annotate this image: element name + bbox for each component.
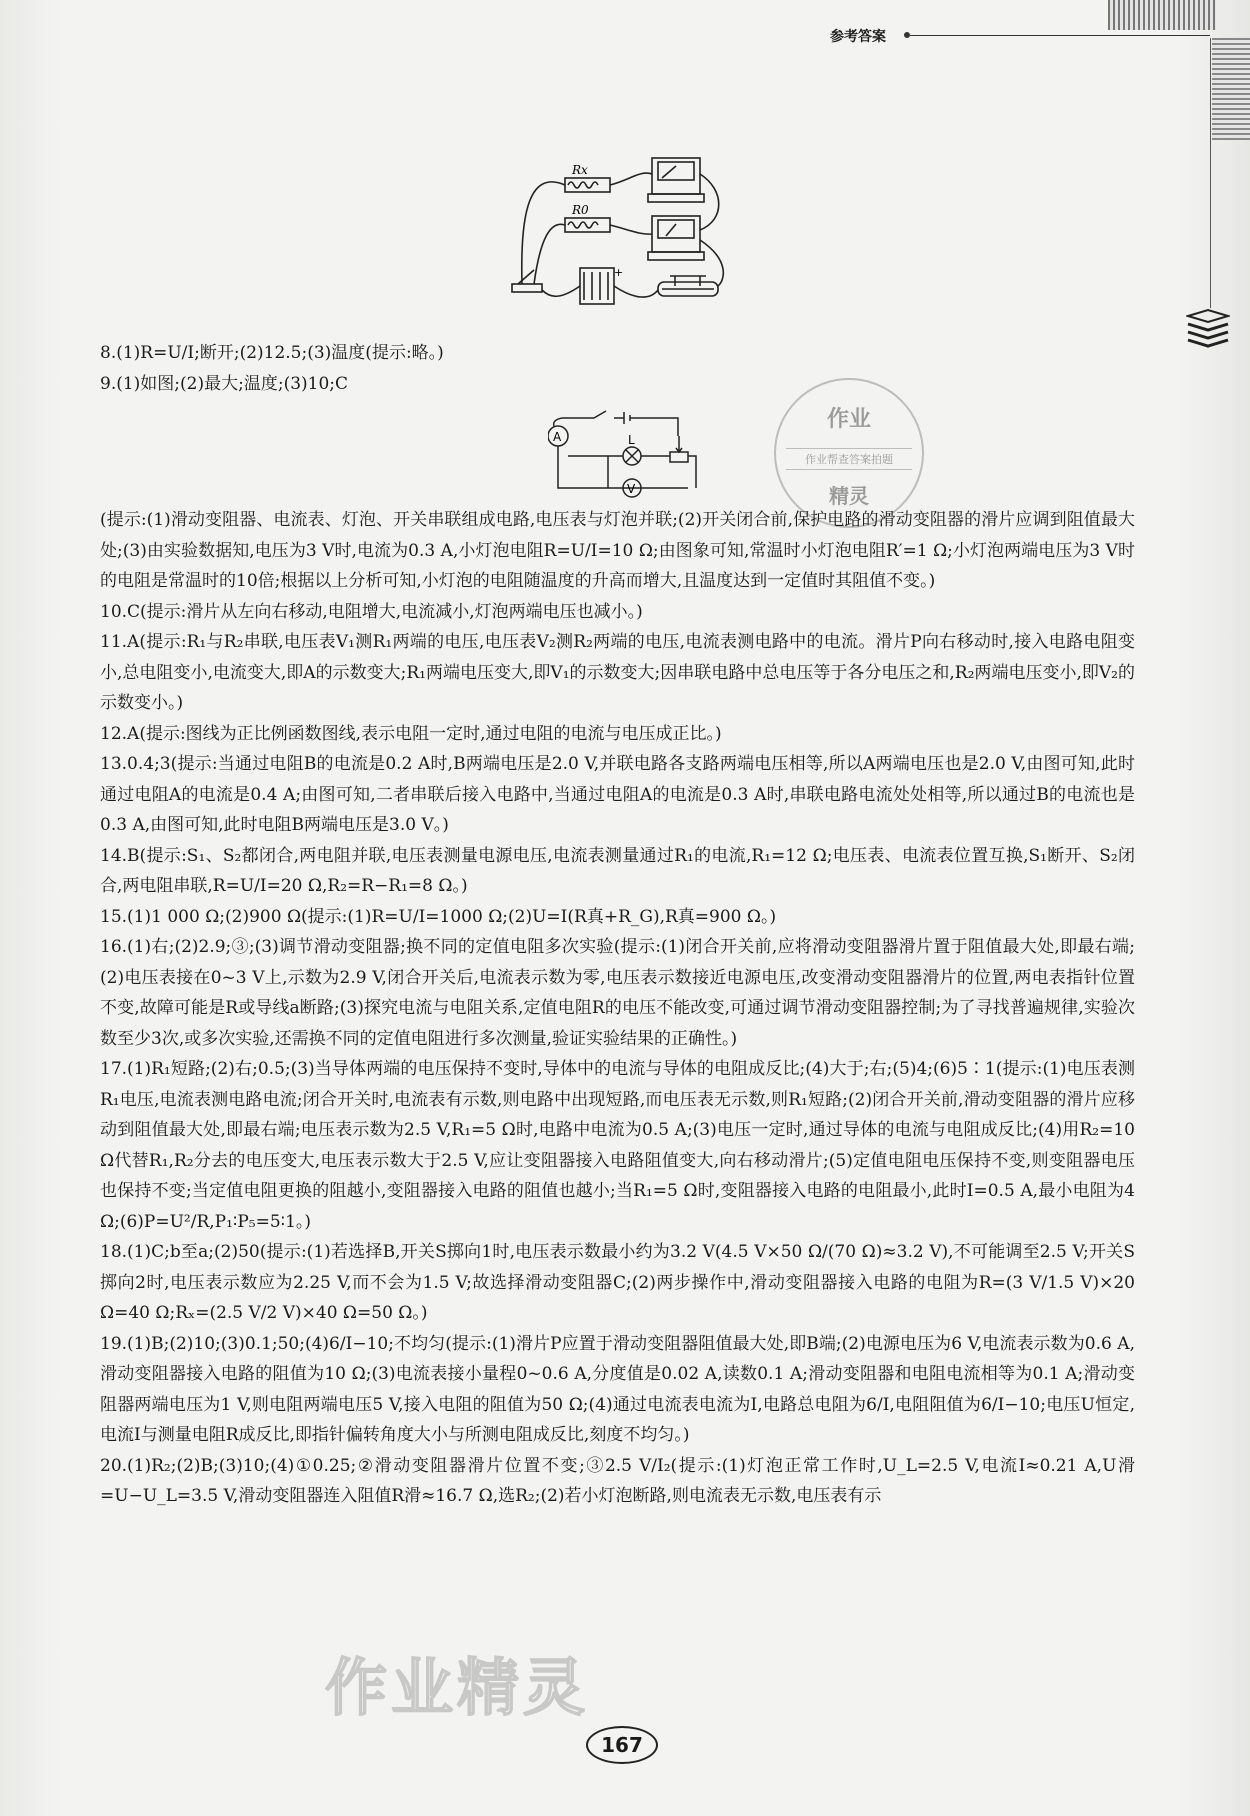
header-title: 参考答案 bbox=[830, 29, 886, 45]
resistor-r0 bbox=[565, 218, 610, 232]
ammeter-label: A bbox=[553, 430, 562, 444]
answer-15: 15.(1)1 000 Ω;(2)900 Ω(提示:(1)R=U/I=1000 Ω;(2)U=I(R真+R_G),R真=900 Ω。) bbox=[100, 906, 777, 927]
book-stack-icon bbox=[1186, 308, 1230, 348]
answer-14: 14.B(提示:S₁、S₂都闭合,两电阻并联,电压表测量电源电压,电流表测量通过R₁的电流,R₁=12 Ω;电压表、电流表位置互换,S₁断开、S₂闭合,两电阻串联,R=U/I=20 Ω,R₂=R−R₁=8 Ω。) bbox=[100, 845, 1135, 896]
header-stripe bbox=[1108, 0, 1216, 30]
answer-11: 11.A(提示:R₁与R₂串联,电压表V₁测R₁两端的电压,电压表V₂测R₂两端的电压,电流表测电路中的电流。滑片P向右移动时,接入电路电阻变小,总电阻变小,电流变大,即A的示数变大;R₁两端电压变大,即V₁的示数变大;因串联电路中总电压等于各分电压之和,R₂两端电压变小,即V₂的示数变小。) bbox=[100, 632, 1135, 713]
answer-18: 18.(1)C;b至a;(2)50(提示:(1)若选择B,开关S掷向1时,电压表示数最小约为3.2 V(4.5 V×50 Ω/(70 Ω)≈3.2 V),不可能调至2.5 V;开关S掷向2时,电压表示数应为2.25 V,而不会为1.5 V;故选择滑动变阻器C;(2)两步操作中,滑动变阻器接入电路的电阻为R=(3 V/1.5 V)×20 Ω=40 Ω;Rₓ=(2.5 V/2 V)×40 Ω=50 Ω。) bbox=[100, 1242, 1135, 1323]
side-rule bbox=[1210, 38, 1211, 308]
lamp-label: L bbox=[628, 433, 635, 447]
r0-label: R0 bbox=[572, 203, 589, 217]
answer-8: 8.(1)R=U/I;断开;(2)12.5;(3)温度(提示:略。) bbox=[100, 343, 444, 363]
resistor-rx bbox=[565, 178, 610, 192]
answer-9-hint: (提示:(1)滑动变阻器、电流表、灯泡、开关串联组成电路,电压表与灯泡并联;(2)开关闭合前,保护电路的滑动变阻器的滑片应调到阻值最大处;(3)由实验数据知,电压为3 V时,电流为0.3 A,小灯泡电阻R=U/I=10 Ω;由图象可知,常温时小灯泡电阻R′=1 Ω;小灯泡两端电压为3 V时的电阻是常温时的10倍;根据以上分析可知,小灯泡的电阻随温度的升高而增大,且温度达到一定值时其阻值不变。) bbox=[100, 510, 1135, 591]
side-stripe bbox=[1212, 38, 1250, 140]
header-rule bbox=[910, 35, 1210, 36]
answer-16: 16.(1)右;(2)2.9;③;(3)调节滑动变阻器;换不同的定值电阻多次实验(提示:(1)闭合开关前,应将滑动变阻器滑片置于阻值最大处,即最右端;(2)电压表接在0~3 V上,示数为2.9 V,闭合开关后,电流表示数为零,电压表示数接近电源电压,改变滑动变阻器滑片的位置,两电表指针位置不变,故障可能是R或导线a断路;(3)探究电流与电阻关系,定值电阻R的电压不能改变,可通过调节滑动变阻器控制;为了寻找普遍规律,实验次数至少3次,或多次实验,还需换不同的定值电阻进行多次测量,验证实验结果的正确性。) bbox=[100, 937, 1135, 1049]
answer-19: 19.(1)B;(2)10;(3)0.1;50;(4)6/I−10;不均匀(提示:(1)滑片P应置于滑动变阻器阻值最大处,即B端;(2)电源电压为6 V,电流表示数为0.6 A,滑动变阻器接入电路的阻值为10 Ω;(3)电流表接小量程0~0.6 A,分度值是0.02 A,读数0.1 A;滑动变阻器和电阻电流相等为0.1 A;滑动变阻器两端电压为1 V,则电阻两端电压5 V,接入电阻的阻值为50 Ω;(4)通过电流表电流为I,电路总电阻为6/I,电阻阻值为6/I−10;电压U恒定,电流I与测量电阻R成反比,即指针偏转角度大小与所测电阻成反比,刻度不均匀。) bbox=[100, 1333, 1135, 1445]
answer-20: 20.(1)R₂;(2)B;(3)10;(4)①0.25;②滑动变阻器滑片位置不变;③2.5 V/I₂(提示:(1)灯泡正常工作时,U_L=2.5 V,电流I≈0.21 A,U滑=U−U_L=3.5 V,滑动变阻器连入阻值R滑≈16.7 Ω,选R₂;(2)若小灯泡断路,则电流表无示数,电压表有示 bbox=[100, 1455, 1135, 1506]
answer-10: 10.C(提示:滑片从左向右移动,电阻增大,电流减小,灯泡两端电压也减小。) bbox=[100, 601, 643, 622]
voltmeter-label: V bbox=[627, 482, 636, 496]
page-number: 167 bbox=[586, 1726, 658, 1764]
answers-body bbox=[100, 505, 1135, 1512]
answer-17: 17.(1)R₁短路;(2)右;0.5;(3)当导体两端的电压保持不变时,导体中的电流与导体的电阻成反比;(4)大于;右;(5)4;(6)5∶1(提示:(1)电压表测R₁电压,电流表测电路电流;闭合开关时,电流表有示数,则电路中出现短路,而电压表无示数,则R₁短路;(2)闭合开关前,滑动变阻器的滑片应移动到阻值最大处,即最右端;电压表示数为2.5 V,R₁=5 Ω时,电路中电流为0.5 A;(3)电压一定时,通过导体的电流与电阻成反比;(4)用R₂=10 Ω代替R₁,R₂分去的电压变大,电压表示数大于2.5 V,应让变阻器接入电路阻值变大,向右移动滑片;(5)定值电阻电压保持不变,则变阻器电压也保持不变;当定值电阻更换的阻越小,变阻器接入电路的阻值也越小;当R₁=5 Ω时,变阻器接入电路的电阻最小,此时I=0.5 A,最小电阻为4 Ω;(6)P=U²/R,P₁∶P₅=5∶1。) bbox=[100, 1059, 1135, 1232]
rx-label: Rx bbox=[572, 163, 588, 177]
svg-text:+: + bbox=[614, 266, 624, 279]
homework-stamp: 作业 作业帮查答案拍题 精灵 bbox=[774, 378, 924, 528]
circuit-schematic-figure bbox=[548, 408, 708, 498]
answer-13: 13.0.4;3(提示:当通过电阻B的电流是0.2 A时,B两端电压是2.0 V,并联电路各支路两端电压相等,所以A两端电压也是2.0 V,由图可知,此时通过电阻A的电流是0.4 A;由图可知,二者串联后接入电路中,当通过电阻A的电流是0.3 A时,串联电路电流处处相等,所以通过B的电流也是0.3 A,由图可知,此时电阻B两端电压是3.0 V。) bbox=[100, 754, 1135, 835]
answers-top bbox=[100, 338, 1135, 399]
answer-9: 9.(1)如图;(2)最大;温度;(3)10;C bbox=[100, 373, 349, 394]
circuit-apparatus-figure bbox=[500, 150, 740, 315]
watermark: 作业精灵 bbox=[325, 1651, 590, 1724]
answer-12: 12.A(提示:图线为正比例函数图线,表示电阻一定时,通过电阻的电流与电压成正比。) bbox=[100, 723, 722, 744]
